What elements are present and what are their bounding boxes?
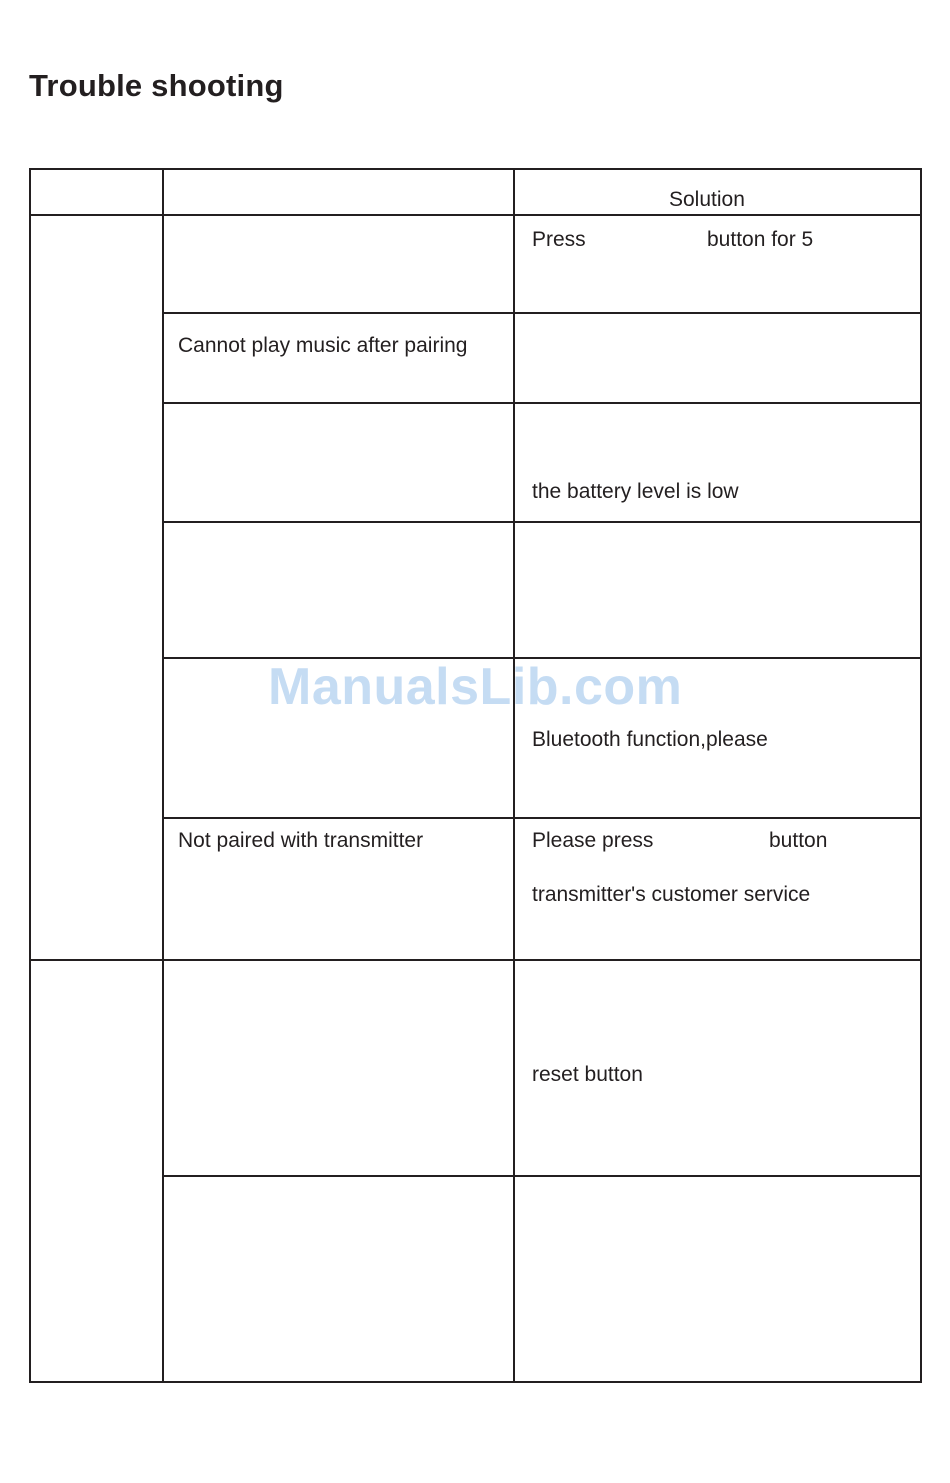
problem-text: Not paired with transmitter <box>178 829 424 852</box>
row-divider <box>162 817 920 819</box>
row-divider <box>162 1175 922 1177</box>
solution-text: the battery level is low <box>532 480 739 503</box>
column-divider-2 <box>513 170 515 1381</box>
solution-text: Bluetooth function,please <box>532 728 768 751</box>
solution-text: Press <box>532 228 586 251</box>
row-divider <box>162 312 920 314</box>
row-divider <box>162 402 920 404</box>
column-divider-1 <box>162 170 164 1381</box>
solution-text: reset button <box>532 1063 643 1086</box>
problem-text: Cannot play music after pairing <box>178 334 468 357</box>
header-divider <box>31 214 920 216</box>
solution-text: transmitter's customer service <box>532 883 811 906</box>
header-solution: Solution <box>669 188 745 211</box>
solution-text: button <box>769 829 828 852</box>
row-divider <box>162 657 920 659</box>
solution-text: Please press <box>532 829 654 852</box>
solution-text: button for 5 <box>707 228 814 251</box>
group-divider <box>31 959 920 961</box>
page-title: Trouble shooting <box>29 68 284 103</box>
row-divider <box>162 521 920 523</box>
troubleshooting-table <box>29 168 922 1383</box>
watermark: ManualsLib.com <box>268 658 683 716</box>
